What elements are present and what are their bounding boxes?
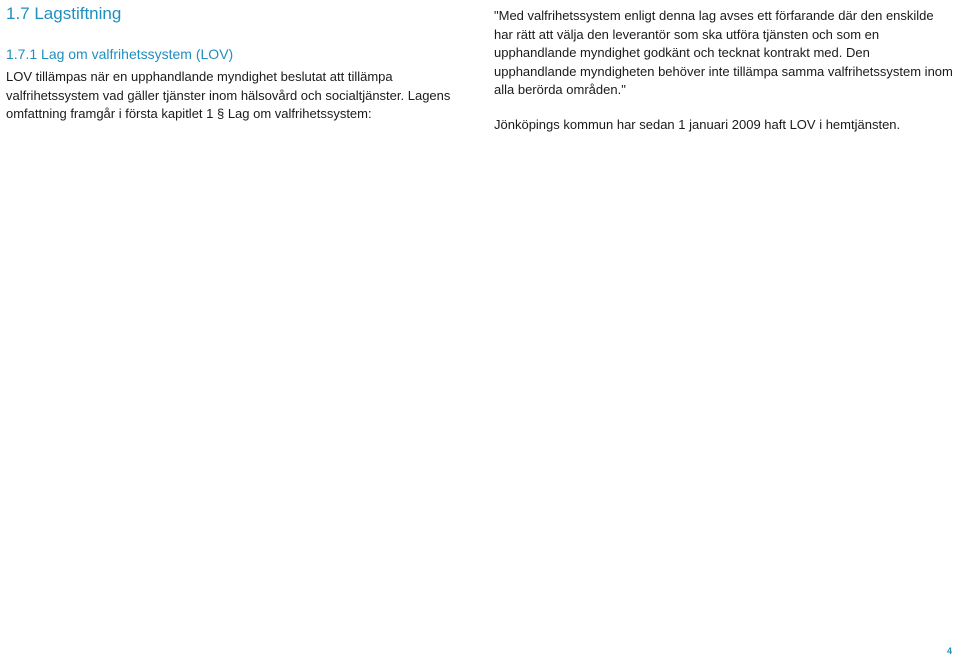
law-quote: "Med valfrihetssystem enligt denna lag avses ett förfarande där den enskilde har rätt att välja den leverantör som ska utföra tjänsten och som en upphandlande myndighet godkänt och tecknat kontrakt med. Den upphandlande myndigheten behöver inte tillämpa samma valfrihetssystem inom alla berörda områden."	[494, 8, 953, 97]
subsection-heading: 1.7.1 Lag om valfrihetssystem (LOV)	[6, 46, 234, 62]
municipality-note: Jönköpings kommun har sedan 1 januari 2009 haft LOV i hemtjänsten.	[494, 116, 901, 132]
right-column	[494, 7, 954, 134]
page-number: 4	[946, 646, 952, 656]
left-column	[6, 4, 466, 124]
intro-paragraph: LOV tillämpas när en upphandlande myndighet beslutat att tillämpa valfrihetssystem vad gäller tjänster inom hälsovård och socialtjänster. Lagens omfattning framgår i första kapitlet 1 § Lag om valfrihetssystem:	[6, 69, 451, 121]
section-heading: 1.7 Lagstiftning	[6, 4, 122, 23]
